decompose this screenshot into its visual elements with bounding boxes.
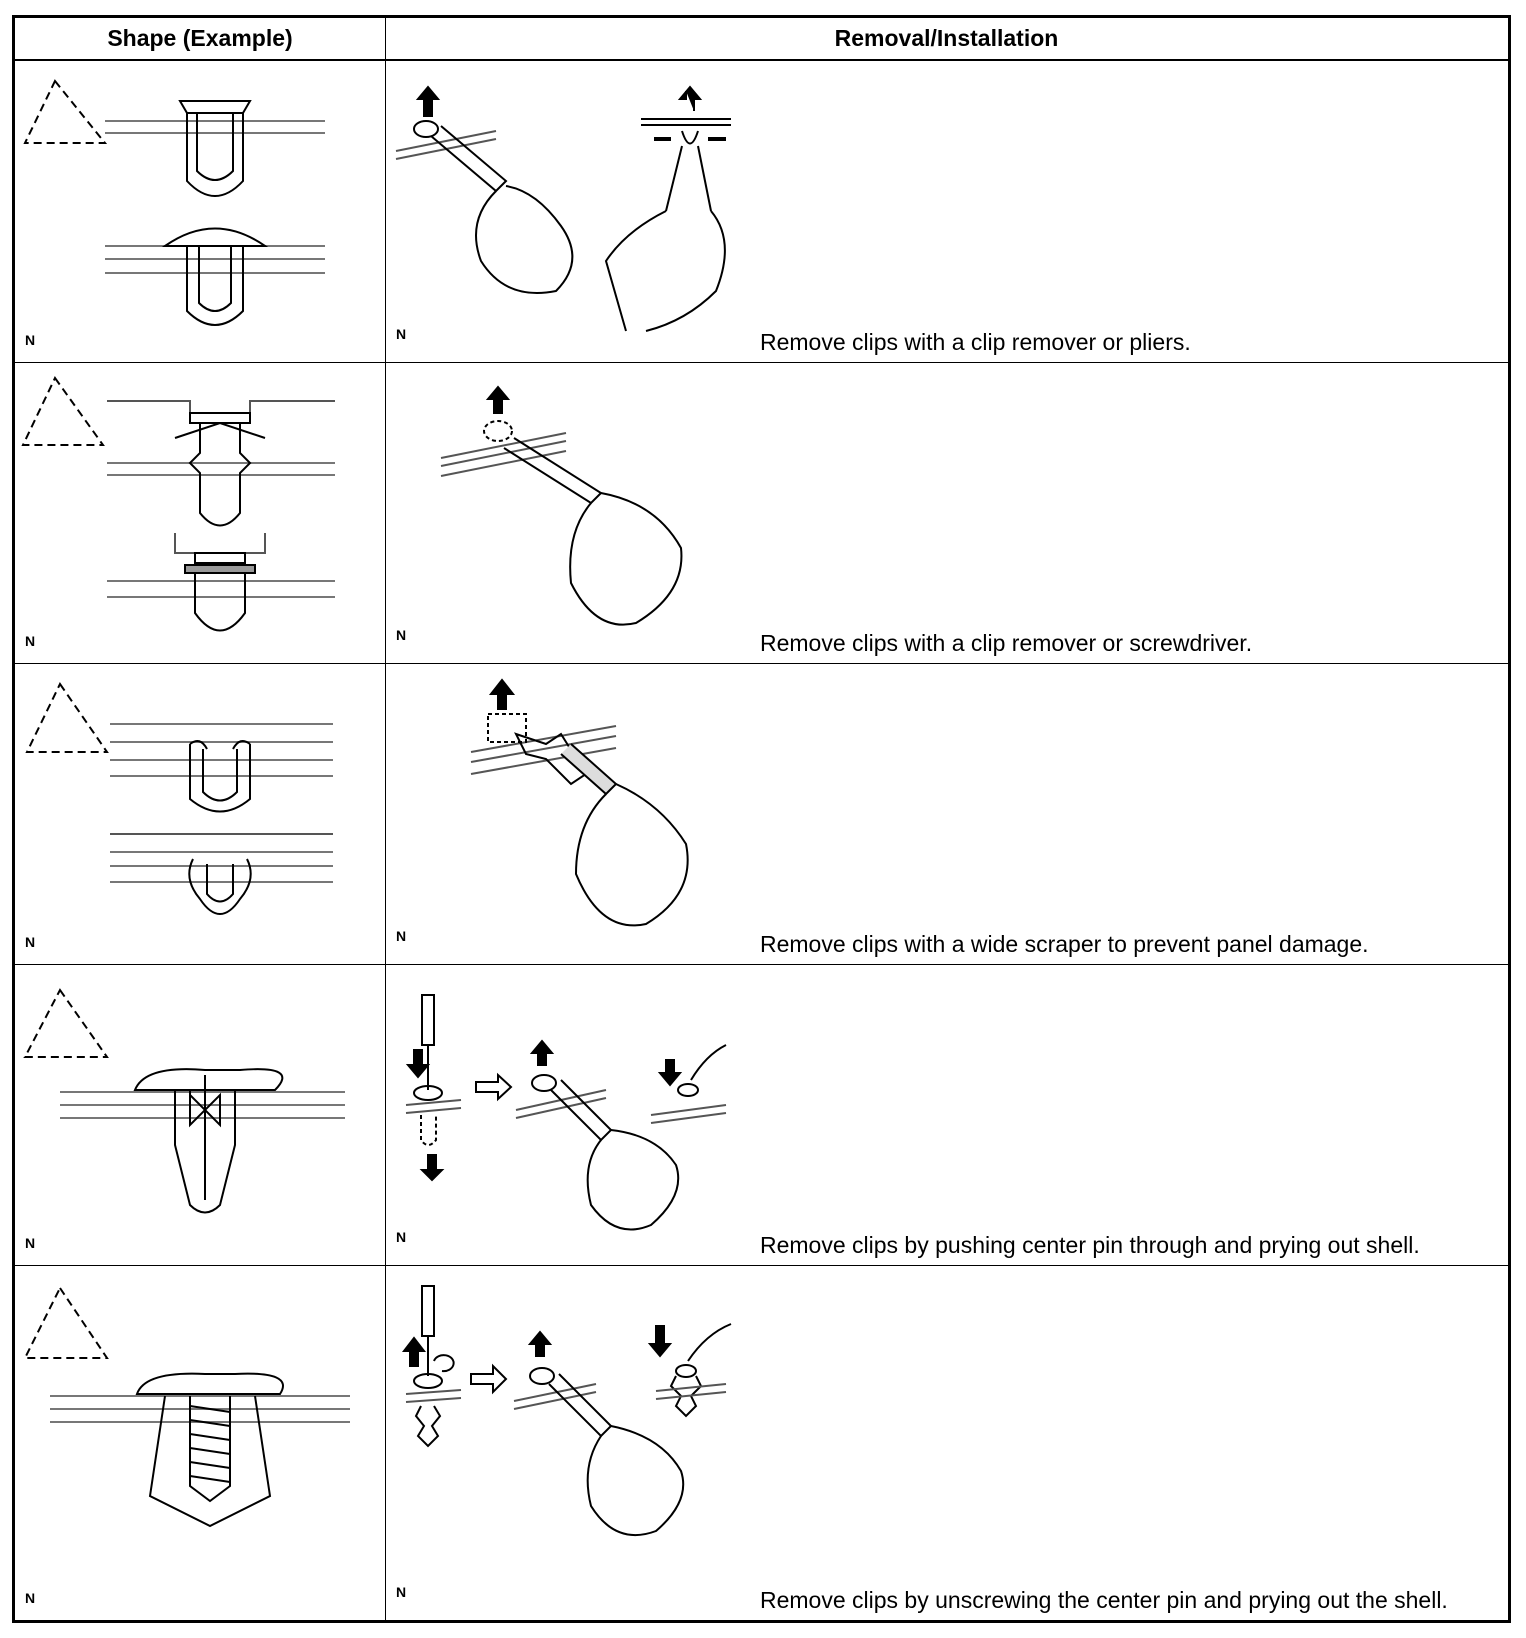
removal-cell <box>386 965 1508 1265</box>
clip-shape-illustration <box>15 363 385 663</box>
clip-shape-illustration <box>15 61 385 361</box>
clip-removal-table <box>12 15 1511 1623</box>
removal-cell <box>386 664 1508 964</box>
table-row <box>15 664 1508 965</box>
shape-n-mark: N <box>25 934 36 950</box>
removal-n-mark: N <box>396 326 407 342</box>
removal-n-mark: N <box>396 928 407 944</box>
removal-cell <box>386 61 1508 362</box>
shape-n-mark: N <box>25 332 36 348</box>
table-row <box>15 363 1508 664</box>
removal-illustration <box>386 965 746 1255</box>
removal-description: Remove clips by pushing center pin through and prying out shell. <box>760 1232 1420 1258</box>
removal-description: Remove clips with a wide scraper to prevent panel damage. <box>760 931 1369 957</box>
removal-description: Remove clips with a clip remover or pliers. <box>760 329 1191 355</box>
shape-cell <box>15 61 385 362</box>
clip-shape-illustration <box>15 664 385 964</box>
removal-illustration <box>386 61 746 351</box>
shape-n-mark: N <box>25 1235 36 1251</box>
removal-illustration <box>386 1266 746 1606</box>
table-row <box>15 1266 1508 1620</box>
shape-cell <box>15 1266 385 1620</box>
header-shape: Shape (Example) <box>107 25 293 51</box>
removal-description: Remove clips with a clip remover or screwdriver. <box>760 630 1253 656</box>
removal-cell <box>386 363 1508 663</box>
removal-description: Remove clips by unscrewing the center pin and prying out the shell. <box>760 1587 1448 1613</box>
header-removal: Removal/Installation <box>834 25 1059 51</box>
clip-shape-illustration <box>15 965 385 1265</box>
removal-n-mark: N <box>396 1584 407 1600</box>
table-row <box>15 965 1508 1266</box>
shape-cell <box>15 965 385 1265</box>
removal-illustration <box>386 664 746 954</box>
table-header <box>15 18 1508 61</box>
shape-cell <box>15 363 385 663</box>
clip-shape-illustration <box>15 1266 385 1616</box>
removal-cell <box>386 1266 1508 1620</box>
removal-illustration <box>386 363 746 653</box>
table-row <box>15 61 1508 363</box>
shape-n-mark: N <box>25 1590 36 1606</box>
removal-n-mark: N <box>396 627 407 643</box>
shape-cell <box>15 664 385 964</box>
shape-n-mark: N <box>25 633 36 649</box>
removal-n-mark: N <box>396 1229 407 1245</box>
